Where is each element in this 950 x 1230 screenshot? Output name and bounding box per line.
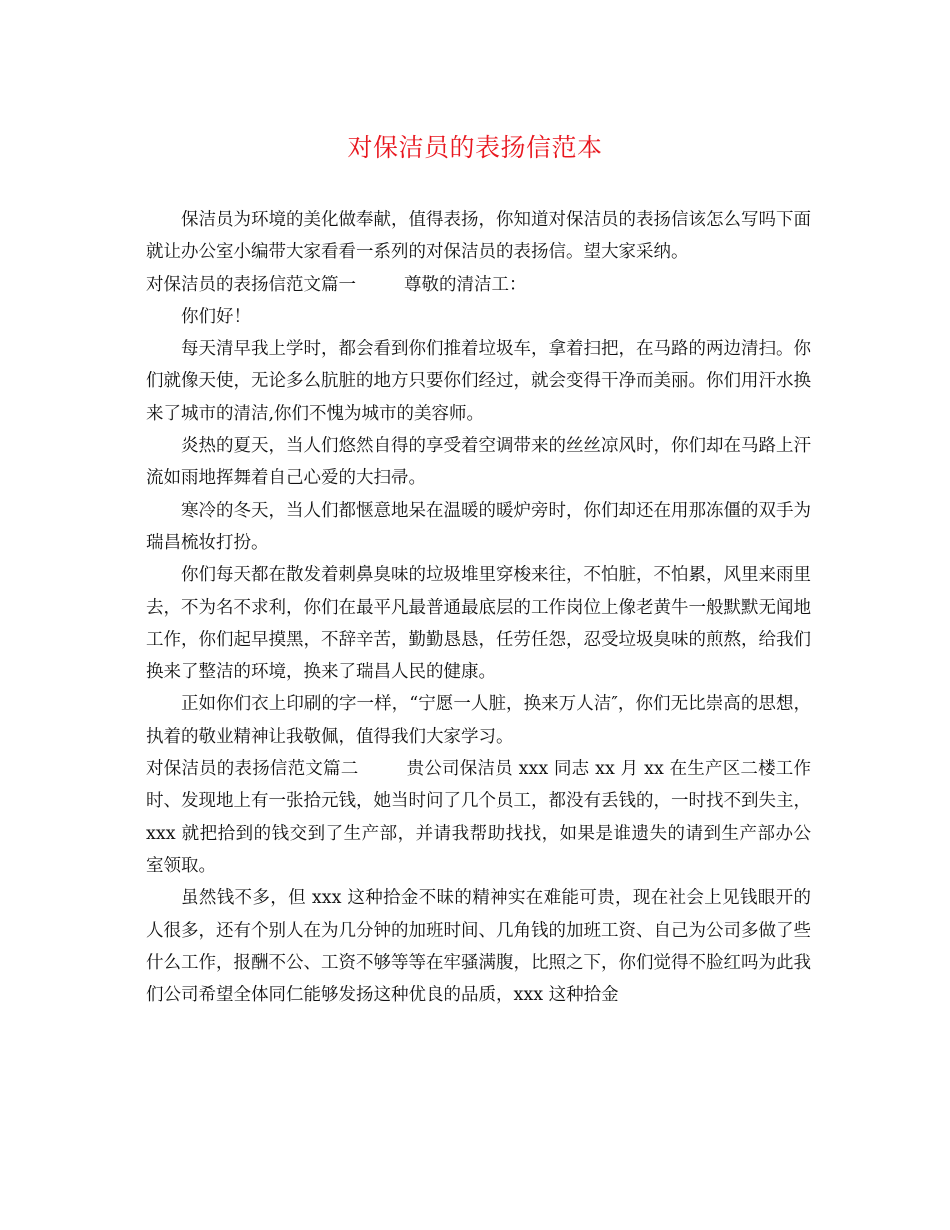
paragraph-morning: 每天清早我上学时，都会看到你们推着垃圾车，拿着扫把，在马路的两边清扫。你们就像天使，无论多么肮脏的地方只要你们经过，就会变得干净而美丽。你们用汗水换来了城市的清洁,你们不愧为城市的美容师。	[146, 339, 811, 424]
section-heading-1	[146, 269, 811, 301]
document-title: 对保洁员的表扬信范本	[347, 133, 603, 162]
document-body	[146, 204, 811, 1011]
paragraph-slogan: 正如你们衣上印刷的字一样，“宁愿一人脏，换来万人洁″，你们无比崇高的思想，执着的敬业精神让我敬佩，值得我们大家学习。	[146, 694, 811, 747]
paragraph-praise: 虽然钱不多，但 xxx 这种拾金不昧的精神实在难能可贵，现在社会上见钱眼开的人很多，还有个别人在为几分钟的加班时间、几角钱的加班工资、自己为公司多做了些什么工作，报酬不公、工资不够等等在牢骚满腹，比照之下，你们觉得不脸红吗为此我们公司希望全体同仁能够发扬这种优良的品质，xxx 这种拾金	[146, 888, 811, 1006]
section-label-1: 对保洁员的表扬信范文篇一	[146, 274, 356, 295]
section-2-text: 贵公司保洁员 xxx 同志 xx 月 xx 在生产区二楼工作时、发现地上有一张拾元钱，她当时问了几个员工，都没有丢钱的，一时找不到失主，xxx 就把拾到的钱交到了生产部，并请我帮助找找，如果是谁遗失的请到生产部办公室领取。	[146, 759, 812, 876]
section-heading-2	[146, 753, 811, 882]
paragraph-summer: 炎热的夏天，当人们悠然自得的享受着空调带来的丝丝凉风时，你们却在马路上汗流如雨地挥舞着自己心爱的大扫帚。	[146, 436, 811, 489]
paragraph-greeting: 你们好！	[181, 306, 251, 327]
paragraph-winter: 寒冷的冬天，当人们都惬意地呆在温暖的暖炉旁时，你们却还在用那冻僵的双手为瑞昌梳妆打扮。	[146, 500, 811, 553]
paragraph-daily-work: 你们每天都在散发着刺鼻臭味的垃圾堆里穿梭来往，不怕脏，不怕累，风里来雨里去，不为名不求利，你们在最平凡最普通最底层的工作岗位上像老黄牛一般默默无闻地工作，你们起早摸黑，不辞辛苦，勤勤恳恳，任劳任怨，忍受垃圾臭味的煎熬，给我们换来了整洁的环境，换来了瑞昌人民的健康。	[146, 565, 811, 683]
salutation: 尊敬的清洁工：	[404, 274, 527, 295]
paragraph-intro: 保洁员为环境的美化做奉献，值得表扬，你知道对保洁员的表扬信该怎么写吗下面就让办公室小编带大家看看一系列的对保洁员的表扬信。望大家采纳。	[146, 210, 811, 263]
section-label-2: 对保洁员的表扬信范文篇二	[146, 759, 359, 780]
